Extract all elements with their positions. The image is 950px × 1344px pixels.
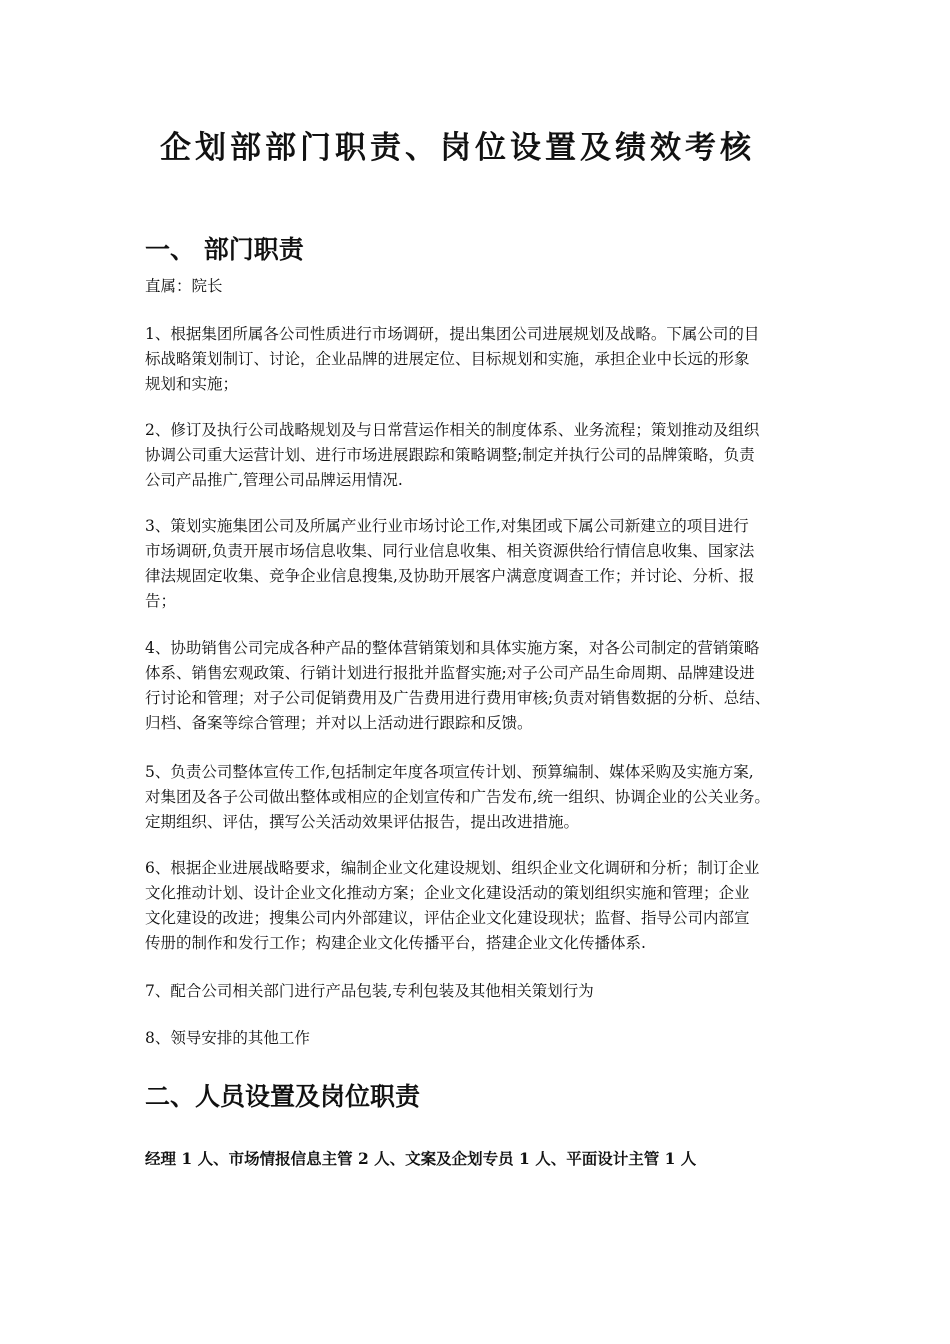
duty-item-line: 2、修订及执行公司战略规划及与日常营运作相关的制度体系、业务流程；策划推动及组织: [145, 421, 760, 439]
duty-item-3: [145, 514, 813, 614]
duty-item-8: [145, 1026, 813, 1051]
duty-item-line: 文化建设的改进；搜集公司内外部建议，评估企业文化建设现状；监督、指导公司内部宣: [145, 909, 750, 927]
staffing-summary: 经理 1 人、市场情报信息主管 2 人、文案及企划专员 1 人、平面设计主管 1 人: [145, 1149, 697, 1168]
duty-item-line: 1、根据集团所属各公司性质进行市场调研，提出集团公司进展规划及战略。下属公司的目: [145, 325, 760, 343]
duty-item-line: 归档、备案等综合管理；并对以上活动进行跟踪和反馈。: [145, 714, 533, 732]
duty-item-line: 公司产品推广,管理公司品牌运用情况.: [145, 471, 403, 489]
document-title: 企划部部门职责、岗位设置及绩效考核: [160, 130, 755, 166]
section-heading-staffing: 二、人员设置及岗位职责: [145, 1082, 421, 1111]
duty-item-line: 定期组织、评估，撰写公关活动效果评估报告，提出改进措施。: [145, 813, 580, 831]
duty-item-2: [145, 418, 813, 493]
section-heading-department-duties: 一、 部门职责: [145, 235, 304, 264]
duty-item-line: 8、领导安排的其他工作: [145, 1029, 310, 1047]
duty-item-line: 6、根据企业进展战略要求，编制企业文化建设规划、组织企业文化调研和分析；制订企业: [145, 859, 760, 877]
duty-item-line: 体系、销售宏观政策、行销计划进行报批并监督实施;对子公司产品生命周期、品牌建设进: [145, 664, 755, 682]
duty-item-line: 7、配合公司相关部门进行产品包装,专利包装及其他相关策划行为: [145, 982, 594, 1000]
duty-item-1: [145, 322, 813, 397]
duty-item-line: 告；: [145, 592, 177, 610]
duty-item-line: 对集团及各子公司做出整体或相应的企划宣传和广告发布,统一组织、协调企业的公关业务。: [145, 788, 770, 806]
duty-item-line: 律法规固定收集、竞争企业信息搜集,及协助开展客户满意度调查工作；并讨论、分析、报: [145, 567, 755, 585]
duty-item-5: [145, 760, 813, 835]
duty-item-line: 协调公司重大运营计划、进行市场进展跟踪和策略调整;制定并执行公司的品牌策略，负责: [145, 446, 755, 464]
duty-item-line: 4、协助销售公司完成各种产品的整体营销策划和具体实施方案，对各公司制定的营销策略: [145, 639, 760, 657]
reports-to-line: 直属：院长: [145, 277, 223, 295]
duty-item-line: 市场调研,负责开展市场信息收集、同行业信息收集、相关资源供给行情信息收集、国家法: [145, 542, 755, 560]
duty-item-line: 5、负责公司整体宣传工作,包括制定年度各项宣传计划、预算编制、媒体采购及实施方案,: [145, 763, 754, 781]
duty-item-line: 规划和实施；: [145, 375, 239, 393]
duty-item-line: 文化推动计划、设计企业文化推动方案；企业文化建设活动的策划组织实施和管理；企业: [145, 884, 750, 902]
duty-item-6: [145, 856, 813, 956]
duty-item-line: 行讨论和管理；对子公司促销费用及广告费用进行费用审核;负责对销售数据的分析、总结、: [145, 689, 771, 707]
duty-item-line: 3、策划实施集团公司及所属产业行业市场讨论工作,对集团或下属公司新建立的项目进行: [145, 517, 749, 535]
duty-item-4: [145, 636, 813, 736]
duty-item-line: 传册的制作和发行工作；构建企业文化传播平台，搭建企业文化传播体系.: [145, 934, 646, 952]
duty-item-line: 标战略策划制订、讨论，企业品牌的进展定位、目标规划和实施，承担企业中长远的形象: [145, 350, 750, 368]
duty-item-7: [145, 979, 813, 1004]
